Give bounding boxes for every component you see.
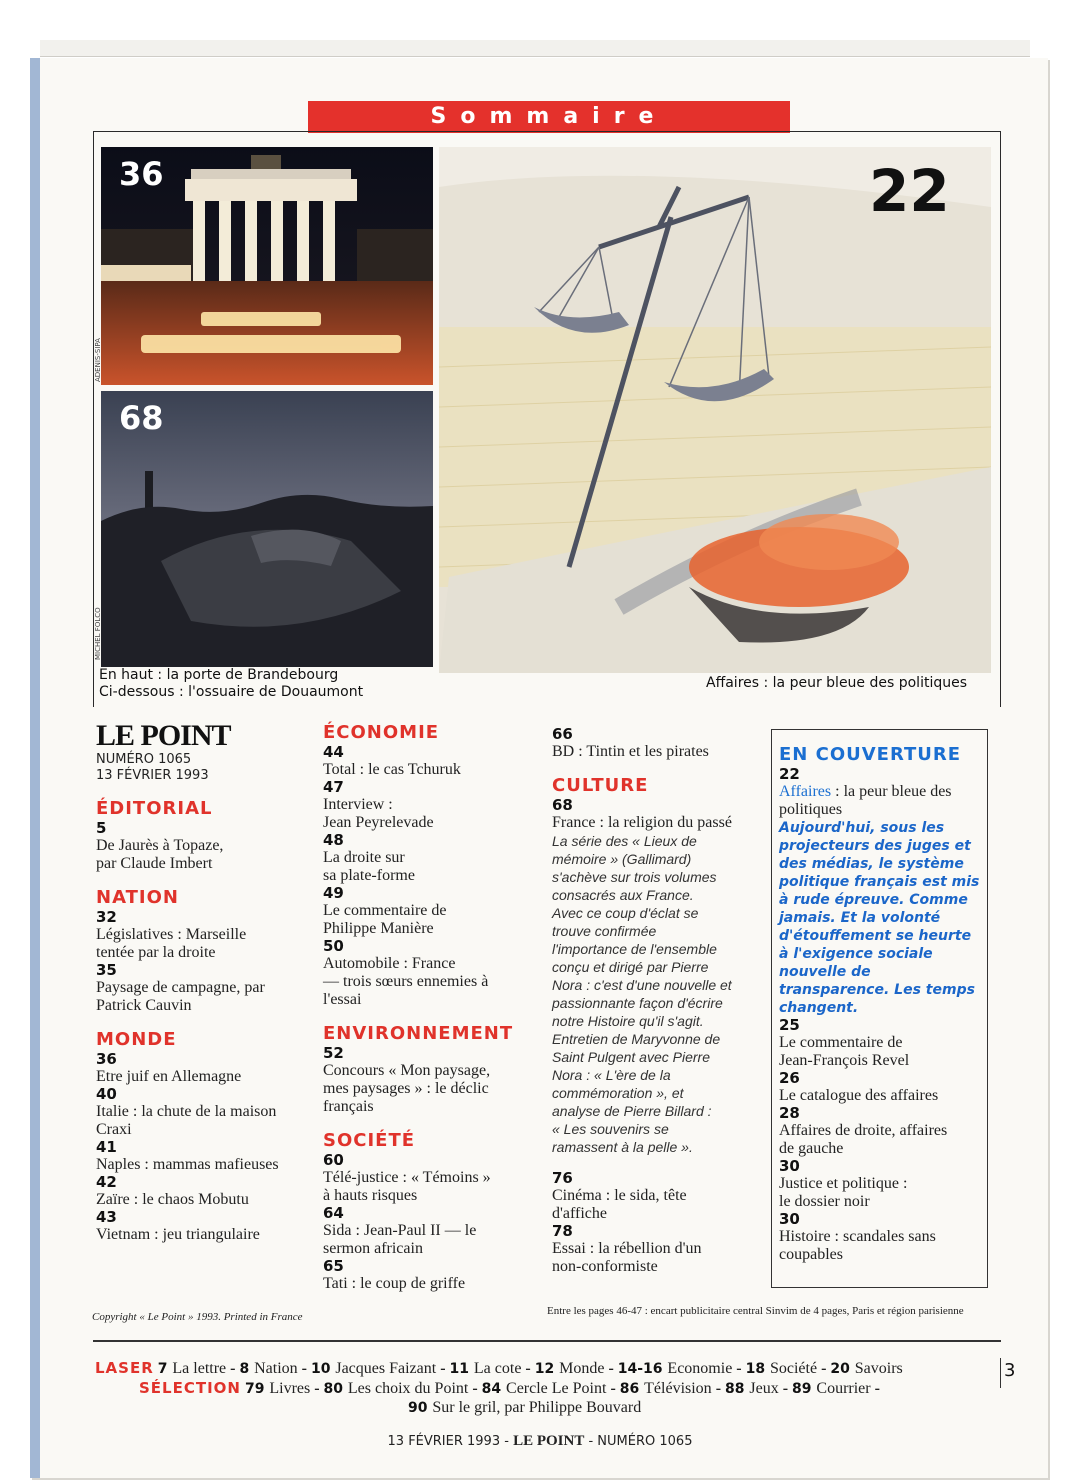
- laser-item[interactable]: [792, 1380, 871, 1397]
- entry-title[interactable]: BD : Tintin et les pirates: [552, 743, 709, 760]
- entry-page: 48: [323, 831, 344, 849]
- photo-brandenburg: [101, 147, 433, 385]
- culture-lead-line: Entretien de Maryvonne de: [552, 1031, 721, 1047]
- laser-separator: -: [436, 1360, 450, 1377]
- footer-logo: LE POINT: [513, 1433, 585, 1449]
- entry-title[interactable]: Essai : la rébellion d'un: [552, 1240, 702, 1257]
- entry-title[interactable]: non-conformiste: [552, 1258, 658, 1275]
- entry-title[interactable]: tentée par la droite: [96, 944, 216, 961]
- entry-title[interactable]: Affaires de droite, affaires: [779, 1122, 948, 1139]
- page-top-edge: [40, 40, 1030, 57]
- section-environnement[interactable]: ENVIRONNEMENT: [323, 1023, 514, 1044]
- laser-item[interactable]: [746, 1360, 817, 1377]
- culture-lead-line: conçu et dirigé par Pierre: [552, 959, 709, 975]
- laser-item-title: Sur le gril, par Philippe Bouvard: [432, 1399, 642, 1416]
- column-1: [96, 720, 311, 1244]
- culture-lead-line: Nora : « L'ère de la: [552, 1067, 671, 1083]
- laser-separator: -: [310, 1380, 324, 1397]
- insert-note: Entre les pages 46-47 : encart publicitaire central Sinvim de 4 pages, Paris et région parisienne: [547, 1305, 964, 1317]
- laser-entries: [158, 1360, 903, 1377]
- illustration-justice: [439, 147, 991, 673]
- caption-brandenburg: En haut : la porte de Brandebourg: [99, 667, 339, 683]
- laser-item[interactable]: [620, 1380, 712, 1397]
- page-number-36: 36: [119, 155, 164, 193]
- laser-separator: -: [732, 1360, 746, 1377]
- cover-lead-line: des médias, le système: [779, 856, 964, 872]
- laser-item[interactable]: [239, 1360, 297, 1377]
- laser-separator: -: [226, 1360, 240, 1377]
- entry-title[interactable]: mes paysages » : le déclic: [323, 1080, 489, 1097]
- culture-lead-line: Saint Pulgent avec Pierre: [552, 1049, 710, 1065]
- laser-item[interactable]: [158, 1360, 226, 1377]
- laser-item-page: 90: [408, 1400, 433, 1416]
- entry-page: 78: [552, 1222, 573, 1240]
- entry-page: 60: [323, 1151, 344, 1169]
- entry-title[interactable]: sa plate-forme: [323, 867, 415, 884]
- culture-lead-line: notre Histoire qu'il s'agit.: [552, 1013, 704, 1029]
- culture-lead-line: s'achève sur trois volumes: [552, 869, 717, 885]
- laser-item-page: 20: [830, 1361, 855, 1377]
- cover-lead-line: politique français est mis: [779, 874, 980, 890]
- entry-page: 30: [779, 1210, 800, 1228]
- entry-title[interactable]: Tati : le coup de griffe: [323, 1275, 466, 1292]
- laser-item[interactable]: [324, 1380, 469, 1397]
- page-footer: [0, 1433, 1080, 1450]
- laser-item-title: Livres: [269, 1380, 311, 1397]
- entry-page: 41: [96, 1138, 117, 1156]
- laser-label: LASER: [95, 1359, 154, 1377]
- culture-lead-line: passionnante façon d'écrire: [552, 995, 723, 1011]
- entry-title[interactable]: Jean Peyrelevade: [323, 814, 434, 831]
- entry-title[interactable]: l'essai: [323, 991, 362, 1008]
- laser-item[interactable]: [535, 1360, 605, 1377]
- entry-page: 50: [323, 937, 344, 955]
- footer-issue: - NUMÉRO 1065: [588, 1434, 693, 1449]
- laser-separator: -: [521, 1360, 535, 1377]
- laser-item-title: Société: [769, 1360, 818, 1377]
- culture-lead-line: trouve confirmée: [552, 923, 657, 939]
- entry-title[interactable]: Italie : la chute de la maison: [96, 1103, 277, 1120]
- laser-item-page: 88: [725, 1381, 750, 1397]
- entry-title[interactable]: coupables: [779, 1246, 843, 1263]
- laser-item-title: Monde: [559, 1360, 605, 1377]
- laser-item-page: 80: [323, 1381, 348, 1397]
- entry-title[interactable]: Patrick Cauvin: [96, 997, 192, 1014]
- cover-entry-title[interactable]: [779, 783, 985, 801]
- entry-page: 36: [96, 1050, 117, 1068]
- laser-item-title: Courrier: [816, 1380, 871, 1397]
- column-2: [323, 722, 538, 1293]
- selection-label: SÉLECTION: [139, 1379, 241, 1397]
- page-number-68: 68: [119, 399, 164, 437]
- entry-title[interactable]: Interview :: [323, 796, 393, 813]
- laser-item-page: 86: [619, 1381, 645, 1397]
- laser-item-title: Jacques Faizant: [335, 1360, 437, 1377]
- scales-illustration: [439, 147, 991, 673]
- entry-page: 47: [323, 778, 344, 796]
- entry-page: 42: [96, 1173, 117, 1191]
- cover-lead-line: jamais. Et la volonté: [779, 910, 941, 926]
- entry-title[interactable]: La droite sur: [323, 849, 405, 866]
- footer-date: 13 FÉVRIER 1993 -: [387, 1434, 509, 1449]
- entry-title[interactable]: Sida : Jean-Paul II — le: [323, 1222, 477, 1239]
- laser-separator: -: [468, 1380, 482, 1397]
- entry-page: 43: [96, 1208, 117, 1226]
- cover-lead-line: transparence. Les temps: [779, 982, 975, 998]
- entry-page: 66: [552, 725, 573, 743]
- issue-number: NUMÉRO 1065: [96, 752, 192, 767]
- column-cover: [779, 744, 985, 1264]
- laser-separator: -: [297, 1360, 311, 1377]
- laser-item-page: 79: [244, 1381, 270, 1397]
- laser-row-3: [408, 1398, 641, 1418]
- entry-page: 22: [779, 765, 800, 783]
- laser-item-page: 11: [449, 1361, 474, 1377]
- laser-item-page: 18: [745, 1361, 770, 1377]
- copyright-note: Copyright « Le Point » 1993. Printed in France: [92, 1311, 303, 1323]
- laser-item-title: La lettre: [172, 1360, 227, 1377]
- culture-lead-line: consacrés aux France.: [552, 887, 694, 903]
- selection-entries: [245, 1380, 880, 1397]
- entry-title[interactable]: Paysage de campagne, par: [96, 979, 265, 996]
- laser-item[interactable]: [450, 1360, 522, 1377]
- entry-title[interactable]: De Jaurès à Topaze,: [96, 837, 224, 854]
- laser-separator: -: [606, 1380, 620, 1397]
- culture-lead-line: l'importance de l'ensemble: [552, 941, 717, 957]
- entry-title[interactable]: Philippe Manière: [323, 920, 434, 937]
- laser-item-title: Les choix du Point: [347, 1380, 469, 1397]
- laser-item-title: Nation: [254, 1360, 298, 1377]
- entry-title[interactable]: Justice et politique :: [779, 1175, 908, 1192]
- bottom-rule: [93, 1340, 1001, 1342]
- entry-title[interactable]: Automobile : France: [323, 955, 456, 972]
- photo-douaumont: [101, 391, 433, 667]
- laser-separator: -: [817, 1360, 831, 1377]
- entry-title[interactable]: par Claude Imbert: [96, 855, 213, 872]
- entry-page: 30: [779, 1157, 800, 1175]
- entry-title[interactable]: Vietnam : jeu triangulaire: [96, 1226, 260, 1243]
- cover-lead-line: projecteurs des juges et: [779, 838, 971, 854]
- entry-title[interactable]: Histoire : scandales sans: [779, 1228, 936, 1245]
- entry-title[interactable]: Télé-justice : « Témoins »: [323, 1169, 491, 1186]
- entry-title[interactable]: le dossier noir: [779, 1193, 870, 1210]
- culture-lead-line: commémoration », et: [552, 1085, 684, 1101]
- caption-justice: Affaires : la peur bleue des politiques: [706, 675, 968, 691]
- entry-title[interactable]: Jean-François Revel: [779, 1052, 910, 1069]
- culture-lead-line: « Les souvenirs se: [552, 1121, 669, 1137]
- entry-title[interactable]: Craxi: [96, 1121, 132, 1138]
- entry-title[interactable]: sermon africain: [323, 1240, 423, 1257]
- section-monde[interactable]: MONDE: [96, 1029, 177, 1050]
- entry-title[interactable]: Législatives : Marseille: [96, 926, 247, 943]
- laser-item-page: 7: [157, 1361, 173, 1377]
- laser-item[interactable]: [482, 1380, 607, 1397]
- cover-keyword: Affaires: [779, 783, 832, 800]
- entry-page: 25: [779, 1016, 800, 1034]
- page-number-22: 22: [869, 157, 950, 225]
- entry-title[interactable]: Concours « Mon paysage,: [323, 1062, 491, 1079]
- laser-item-title: Savoirs: [854, 1360, 903, 1377]
- laser-item-title: Economie: [667, 1360, 733, 1377]
- page-number-divider: [1000, 1358, 1002, 1388]
- entry-title[interactable]: Le commentaire de: [779, 1034, 903, 1051]
- entry-page: 68: [552, 796, 573, 814]
- entry-title[interactable]: d'affiche: [552, 1205, 607, 1222]
- laser-item-title: La cote: [473, 1360, 522, 1377]
- issue-date: 13 FÉVRIER 1993: [96, 768, 209, 783]
- culture-lead-line: analyse de Pierre Billard :: [552, 1103, 712, 1119]
- entry-title[interactable]: politiques: [779, 801, 843, 818]
- cover-lead-line: d'étouffement se heurte: [779, 928, 972, 944]
- entry-title[interactable]: Zaïre : le chaos Mobutu: [96, 1191, 249, 1208]
- section-nation[interactable]: NATION: [96, 887, 179, 908]
- section-en-couverture[interactable]: EN COUVERTURE: [779, 744, 962, 765]
- laser-item[interactable]: [408, 1399, 641, 1416]
- cover-lead-line: Aujourd'hui, sous les: [779, 820, 945, 836]
- binding-edge: [30, 58, 40, 1478]
- le-point-logo: LE POINT: [96, 719, 231, 752]
- entry-page: 5: [96, 819, 107, 837]
- laser-item-title: Télévision: [644, 1380, 712, 1397]
- photo-credit-douaumont: MICHEL FOLCO: [94, 607, 102, 660]
- laser-separator: -: [711, 1380, 726, 1397]
- entry-title[interactable]: Cinéma : le sida, tête: [552, 1187, 687, 1204]
- caption-photos-left: [99, 667, 363, 701]
- sommaire-header: Sommaire: [308, 101, 790, 133]
- entry-page: 44: [323, 743, 344, 761]
- entry-title[interactable]: France : la religion du passé: [552, 814, 732, 831]
- cover-lead-line: nouvelle de: [779, 964, 871, 980]
- laser-item[interactable]: [618, 1360, 733, 1377]
- page-number: 3: [1004, 1360, 1016, 1381]
- section-societe[interactable]: SOCIÉTÉ: [323, 1130, 416, 1151]
- cover-lead-line: à l'exigence sociale: [779, 946, 933, 962]
- entry-page: 64: [323, 1204, 344, 1222]
- entry-title[interactable]: Etre juif en Allemagne: [96, 1068, 242, 1085]
- entry-title[interactable]: Naples : mammas mafieuses: [96, 1156, 279, 1173]
- section-economie[interactable]: ÉCONOMIE: [323, 722, 440, 743]
- entry-page: 49: [323, 884, 344, 902]
- entry-title[interactable]: Total : le cas Tchuruk: [323, 761, 461, 778]
- caption-douaumont: Ci-dessous : l'ossuaire de Douaumont: [99, 684, 364, 700]
- laser-item[interactable]: [245, 1380, 310, 1397]
- photo-credit-brandenburg: ADENIS-SIPA: [94, 338, 102, 382]
- cover-lead-line: à rude épreuve. Comme: [779, 892, 968, 908]
- entry-page: 35: [96, 961, 117, 979]
- entry-page: 40: [96, 1085, 117, 1103]
- section-editorial[interactable]: ÉDITORIAL: [96, 798, 213, 819]
- entry-page: 52: [323, 1044, 344, 1062]
- laser-item[interactable]: [725, 1380, 779, 1397]
- cover-title-rest: : la peur bleue des: [831, 783, 952, 800]
- entry-page: 28: [779, 1104, 800, 1122]
- cover-lead-line: changent.: [779, 1000, 859, 1016]
- entry-page: 32: [96, 908, 117, 926]
- culture-lead-line: mémoire » (Gallimard): [552, 851, 692, 867]
- entry-title[interactable]: Le commentaire de: [323, 902, 447, 919]
- entry-title[interactable]: — trois sœurs ennemies à: [323, 973, 489, 990]
- laser-item-page: 8: [239, 1361, 255, 1377]
- laser-item-page: 14-16: [617, 1361, 668, 1377]
- laser-separator: -: [604, 1360, 618, 1377]
- culture-lead-line: La série des « Lieux de: [552, 833, 697, 849]
- entry-page: 26: [779, 1069, 800, 1087]
- laser-item-title: Cercle Le Point: [506, 1380, 607, 1397]
- culture-lead-line: Avec ce coup d'éclat se: [552, 905, 699, 921]
- entry-title[interactable]: de gauche: [779, 1140, 844, 1157]
- laser-row-1: [95, 1358, 903, 1379]
- laser-separator: -: [778, 1380, 793, 1397]
- laser-separator: -: [870, 1380, 880, 1397]
- entry-page: 65: [323, 1257, 344, 1275]
- laser-item-page: 10: [310, 1361, 336, 1377]
- entry-page: 76: [552, 1169, 573, 1187]
- laser-item-page: 12: [534, 1361, 560, 1377]
- laser-item[interactable]: [311, 1360, 436, 1377]
- section-culture[interactable]: CULTURE: [552, 775, 649, 796]
- column-3: [552, 726, 764, 1276]
- laser-item[interactable]: [830, 1360, 902, 1377]
- laser-item-title: Jeux: [749, 1380, 779, 1397]
- laser-row-2: [139, 1378, 880, 1399]
- laser-item-page: 84: [481, 1381, 507, 1397]
- entry-title[interactable]: Le catalogue des affaires: [779, 1087, 939, 1104]
- selection-entries-2: [408, 1399, 641, 1416]
- entry-title[interactable]: à hauts risques: [323, 1187, 418, 1204]
- culture-lead-line: Nora : c'est d'une nouvelle et: [552, 977, 732, 993]
- entry-title[interactable]: français: [323, 1098, 374, 1115]
- culture-lead-line: ramassent à la pelle ».: [552, 1139, 693, 1155]
- laser-item-page: 89: [792, 1381, 817, 1397]
